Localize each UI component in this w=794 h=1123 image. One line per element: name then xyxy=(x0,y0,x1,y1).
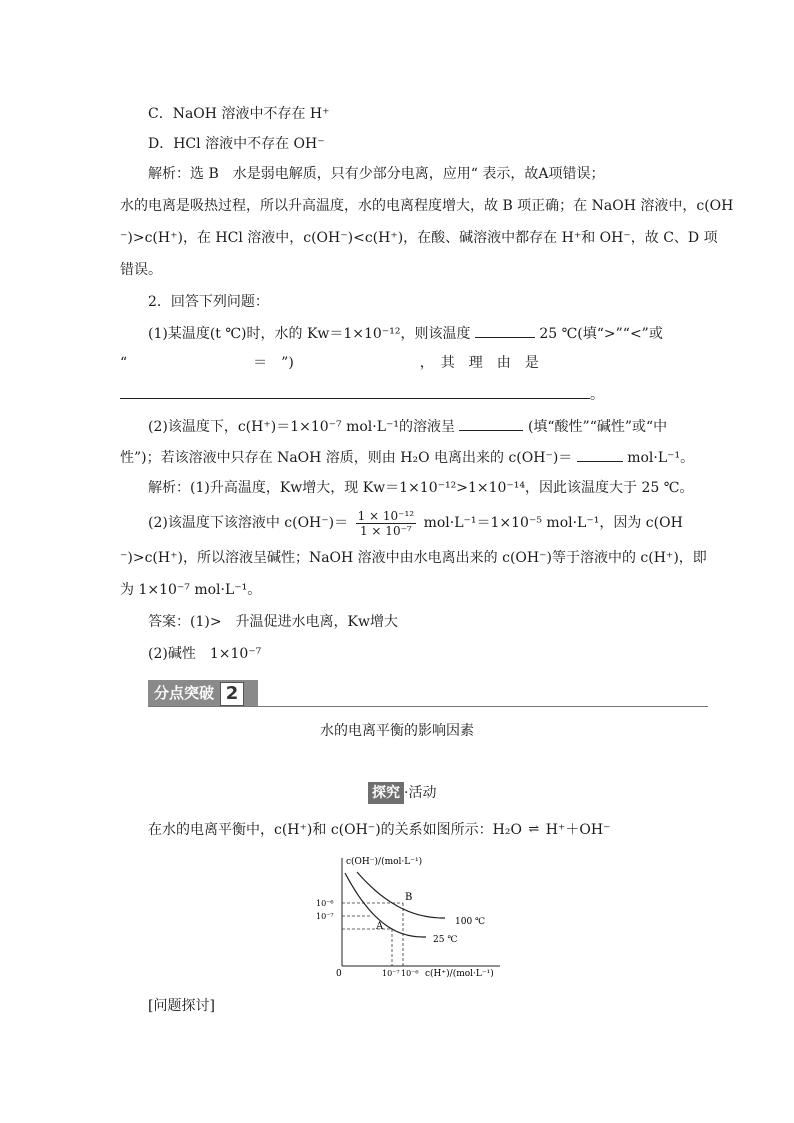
a2-l2-text-b: mol·L⁻¹＝1×10⁻⁵ mol·L⁻¹，因为 c(OH xyxy=(423,515,683,531)
answer-line-2: (2)碱性 1×10⁻⁷ xyxy=(148,646,262,662)
point-label-a: A xyxy=(376,921,384,932)
q2-p2-text-b: (填“酸性”“碱性”或“中 xyxy=(527,419,668,435)
y-tick-label: 10⁻⁶ xyxy=(316,899,334,908)
q2-p2-text-d: mol·L⁻¹。 xyxy=(627,450,695,466)
analysis-2-line-4: 为 1×10⁻⁷ mol·L⁻¹。 xyxy=(120,582,262,598)
y-axis-label: c(OH⁻)/(mol·L⁻¹) xyxy=(346,857,423,867)
question-2-part-2-line-2 xyxy=(120,447,694,468)
activity-intro-end: H⁺＋OH⁻ xyxy=(545,822,611,838)
option-d: D．HCl 溶液中不存在 OH⁻ xyxy=(148,136,325,152)
x-axis-label: c(H⁺)/(mol·L⁻¹) xyxy=(425,969,494,979)
section-title: 水的电离平衡的影响因素 xyxy=(320,723,474,739)
activity-heading xyxy=(368,782,436,804)
analysis-1-line-3: ⁻)>c(H⁺)，在 HCl 溶液中，c(OH⁻)<c(H⁺)，在酸、碱溶液中都存在 H⁺和 OH⁻，故 C、D 项 xyxy=(120,230,718,246)
question-2-part-1-line-1 xyxy=(148,323,663,344)
series-line-25c xyxy=(345,873,426,937)
section-banner xyxy=(148,680,258,706)
x-tick-label: 10⁻⁷ xyxy=(382,969,400,978)
section-banner-label: 分点突破 xyxy=(154,684,215,702)
question-2-part-2-line-1 xyxy=(148,416,667,437)
point-label-b: B xyxy=(405,892,413,903)
q2-p1-text-a: (1)某温度(t ℃)时，水的 Kw＝1×10⁻¹²，则该温度 xyxy=(148,326,471,342)
q2-p2-blank-1 xyxy=(459,416,523,431)
a2-fraction-denominator: 1 × 10⁻⁷ xyxy=(359,523,412,538)
analysis-2-line-2 xyxy=(148,508,683,538)
q2-p2-text-c: 性”)；若该溶液中只存在 NaOH 溶质，则由 H₂O 电离出来的 c(OH⁻)＝ xyxy=(120,450,573,466)
a2-fraction xyxy=(356,509,417,538)
question-2-part-1-blank-line: 。 xyxy=(120,384,604,405)
analysis-1-line-1: 解析：选 B 水是弱电解质，只有少部分电离，应用“ 表示，故A项错误； xyxy=(148,166,605,182)
activity-intro-text: 在水的电离平衡中，c(H⁺)和 c(OH⁻)的关系如图所示：H₂O xyxy=(148,822,522,838)
y-tick-label: 10⁻⁷ xyxy=(316,912,334,921)
analysis-2-line-1: 解析：(1)升高温度，Kw增大，现 Kw＝1×10⁻¹²>1×10⁻¹⁴，因此该温度大于 25 ℃。 xyxy=(148,480,694,496)
series-label-100c: 100 ℃ xyxy=(455,917,486,927)
x-tick-label: 10⁻⁶ xyxy=(401,969,419,978)
section-banner-number: 2 xyxy=(220,682,244,706)
section-rule xyxy=(148,706,708,707)
equilibrium-arrow-icon: ⇌ xyxy=(528,822,540,837)
a2-fraction-numerator: 1 × 10⁻¹² xyxy=(357,508,415,523)
series-line-100c xyxy=(357,872,445,918)
series-label-25c: 25 ℃ xyxy=(433,935,458,945)
option-c: C．NaOH 溶液中不存在 H⁺ xyxy=(148,106,330,122)
analysis-1-line-4: 错误。 xyxy=(120,262,162,278)
activity-intro xyxy=(148,820,610,840)
analysis-1-line-2: 水的电离是吸热过程，所以升高温度，水的电离程度增大，故 B 项正确；在 NaOH 溶液中，c(OH xyxy=(120,198,734,214)
question-2-intro: 2．回答下列问题： xyxy=(148,294,269,310)
q2-p1-text-b: 25 ℃(填“>”“<”或 xyxy=(539,326,663,342)
answer-line-1: 答案：(1)> 升温促进水电离，Kw增大 xyxy=(148,614,399,630)
activity-label: ·活动 xyxy=(404,785,437,801)
q2-p2-blank-2 xyxy=(577,447,623,462)
a2-l2-text-a: (2)该温度下该溶液中 c(OH⁻)＝ xyxy=(148,515,349,531)
q2-p2-text-a: (2)该温度下，c(H⁺)＝1×10⁻⁷ mol·L⁻¹的溶液呈 xyxy=(148,419,456,435)
question-2-part-1-line-2: “ ＝ ”) ， 其 理 由 是 xyxy=(120,355,539,371)
activity-tag: 探究 xyxy=(368,782,404,804)
origin-label: 0 xyxy=(336,969,342,979)
q2-p1-blank xyxy=(475,323,535,338)
discussion-heading: [问题探讨] xyxy=(148,998,215,1014)
analysis-2-line-3: ⁻)>c(H⁺)，所以溶液呈碱性；NaOH 溶液中由水电离出来的 c(OH⁻)等于溶液中的 c(H⁺)，即 xyxy=(120,550,707,566)
